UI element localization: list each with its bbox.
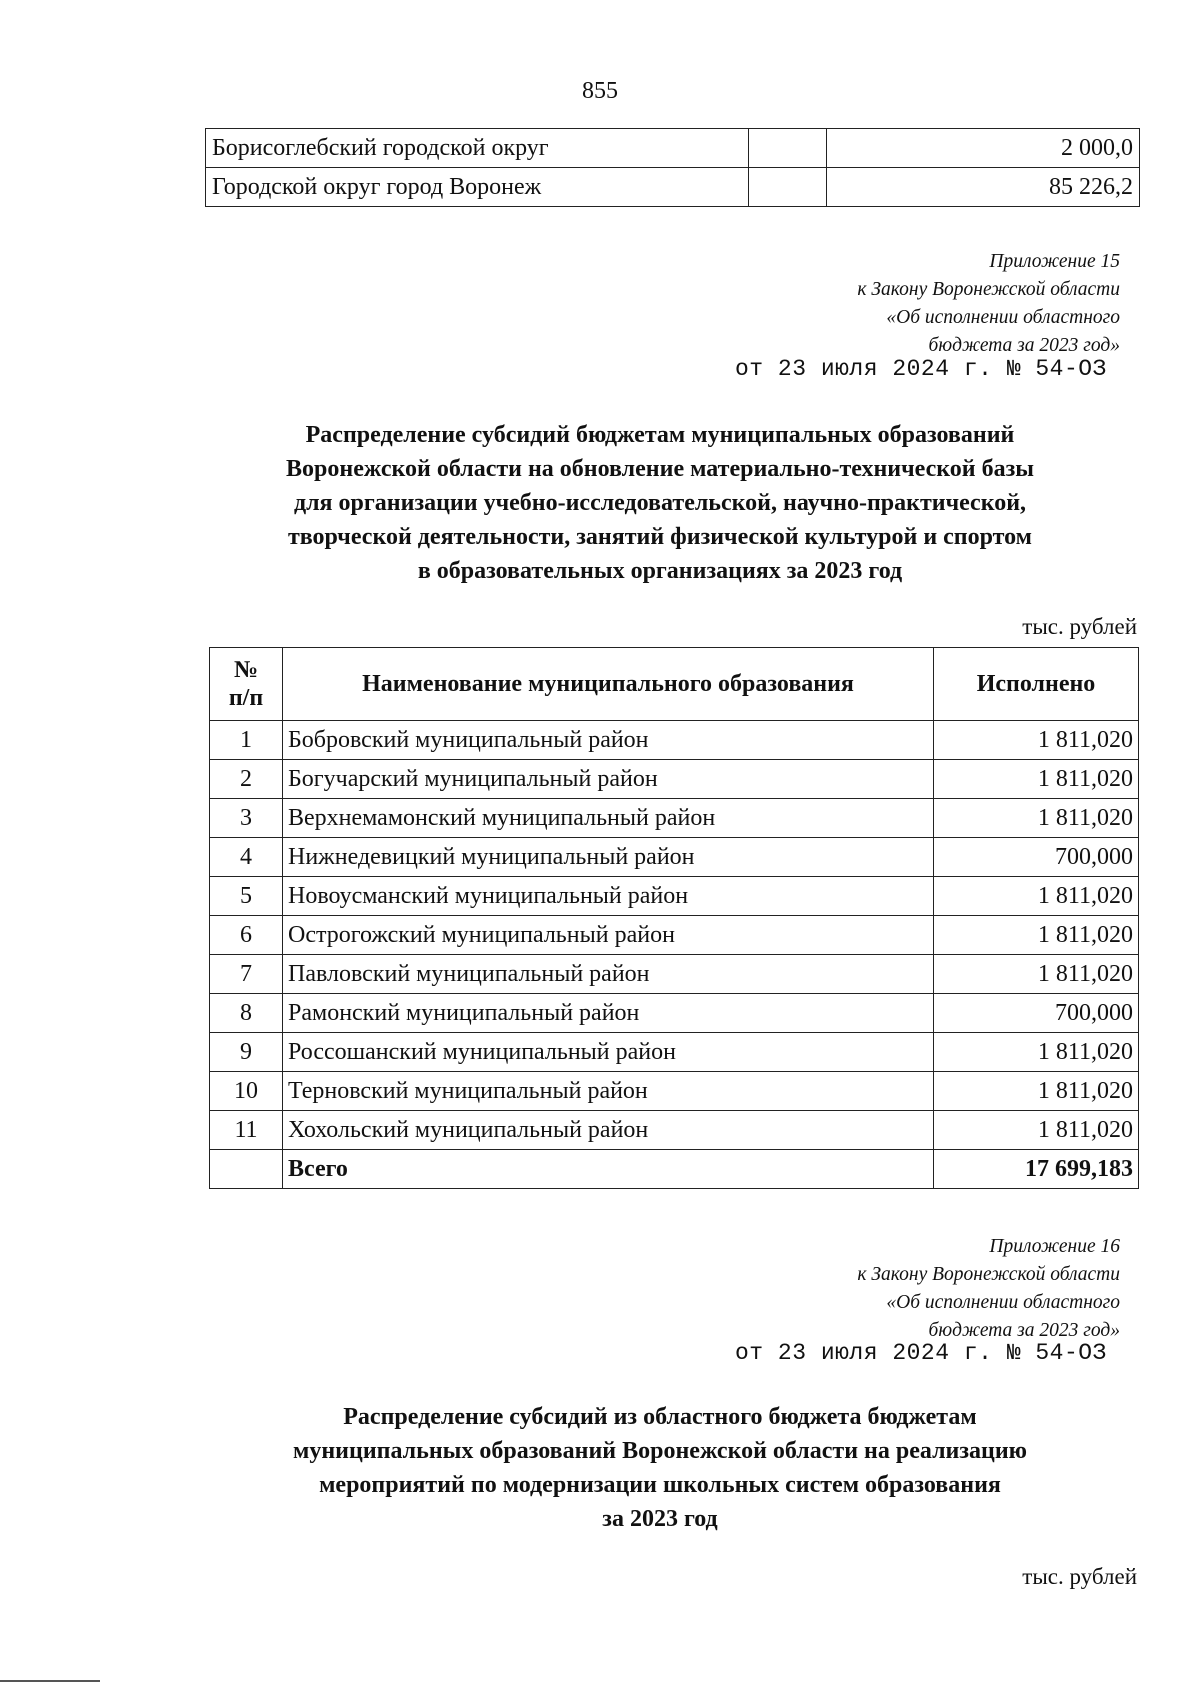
scan-edge-mark [0,1680,100,1682]
amount-value: 1 811,020 [934,1033,1139,1072]
title-line: Воронежской области на обновление материально-технической базы [286,456,1034,482]
municipality-name: Терновский муниципальный район [283,1072,934,1111]
appendix-law: к Закону Воронежской области [857,279,1120,300]
table-row [210,916,1139,955]
title-line: для организации учебно-исследовательской, научно-практической, [293,490,1027,516]
section-title [180,1400,1140,1536]
appendix-law: к Закону Воронежской области [857,1264,1120,1285]
empty-cell [749,129,827,168]
empty-cell [210,1150,283,1189]
row-number: 2 [210,760,283,799]
municipality-name: Бобровский муниципальный район [283,721,934,760]
section-title [180,418,1140,588]
amount-value: 1 811,020 [934,916,1139,955]
amount-value: 1 811,020 [934,1072,1139,1111]
appendix-law-title: бюджета за 2023 год» [928,1320,1120,1341]
appendix-date: от 23 июля 2024 г. № 54-ОЗ [735,356,1107,382]
amount-value: 2 000,0 [827,129,1140,168]
municipality-name: Нижнедевицкий муниципальный район [283,838,934,877]
amount-value: 700,000 [934,838,1139,877]
total-row [210,1150,1139,1189]
table-row [210,1033,1139,1072]
table-row [210,799,1139,838]
title-line: муниципальных образований Воронежской области на реализацию [292,1438,1028,1464]
total-value: 17 699,183 [934,1150,1139,1189]
table-row [206,168,1140,207]
amount-value: 1 811,020 [934,955,1139,994]
title-line: Распределение субсидий бюджетам муниципальных образований [305,422,1015,448]
municipality-name: Богучарский муниципальный район [283,760,934,799]
units-label: тыс. рублей [1022,1564,1137,1589]
title-line: в образовательных организациях за 2023 год [417,558,903,584]
title-line: Распределение субсидий из областного бюджета бюджетам [343,1404,977,1430]
table-row [210,955,1139,994]
municipality-name: Павловский муниципальный район [283,955,934,994]
row-number: 9 [210,1033,283,1072]
appendix-law-title: бюджета за 2023 год» [928,335,1120,356]
table-row [210,1072,1139,1111]
table-row [210,760,1139,799]
municipality-name: Городской округ город Воронеж [206,168,749,207]
row-number: 10 [210,1072,283,1111]
title-line: творческой деятельности, занятий физической культурой и спортом [287,524,1033,550]
table-row [206,129,1140,168]
municipality-name: Россошанский муниципальный район [283,1033,934,1072]
row-number: 1 [210,721,283,760]
appendix-16-header [857,1233,1120,1345]
header-name: Наименование муниципального образования [283,648,934,721]
appendix-label: Приложение 16 [989,1236,1120,1257]
units-label: тыс. рублей [1022,614,1137,639]
appendix-law-title: «Об исполнении областного [886,1292,1120,1313]
row-number: 5 [210,877,283,916]
table-row [210,1111,1139,1150]
title-line: мероприятий по модернизации школьных систем образования [319,1472,1001,1498]
appendix-law-title: «Об исполнении областного [886,307,1120,328]
empty-cell [749,168,827,207]
page-number: 855 [582,78,618,104]
appendix-15-header [857,248,1120,360]
row-number: 6 [210,916,283,955]
table-row [210,838,1139,877]
amount-value: 1 811,020 [934,721,1139,760]
continuation-table [205,128,1140,207]
amount-value: 1 811,020 [934,877,1139,916]
header-number [210,648,283,721]
table-row [210,994,1139,1033]
municipality-name: Новоусманский муниципальный район [283,877,934,916]
amount-value: 700,000 [934,994,1139,1033]
municipality-name: Верхнемамонский муниципальный район [283,799,934,838]
row-number: 4 [210,838,283,877]
title-line: за 2023 год [602,1506,718,1532]
header-number-symbol: № [233,657,259,683]
table-row [210,721,1139,760]
row-number: 11 [210,1111,283,1150]
table-row [210,877,1139,916]
amount-value: 1 811,020 [934,799,1139,838]
row-number: 8 [210,994,283,1033]
subsidy-table [209,647,1139,1189]
municipality-name: Борисоглебский городской округ [206,129,749,168]
header-number-abbr: п/п [228,685,264,711]
appendix-date: от 23 июля 2024 г. № 54-ОЗ [735,1340,1107,1366]
amount-value: 1 811,020 [934,760,1139,799]
row-number: 3 [210,799,283,838]
total-label: Всего [283,1150,934,1189]
municipality-name: Острогожский муниципальный район [283,916,934,955]
appendix-label: Приложение 15 [989,251,1120,272]
municipality-name: Рамонский муниципальный район [283,994,934,1033]
row-number: 7 [210,955,283,994]
header-value: Исполнено [934,648,1139,721]
table-header [210,648,1139,721]
amount-value: 85 226,2 [827,168,1140,207]
municipality-name: Хохольский муниципальный район [283,1111,934,1150]
amount-value: 1 811,020 [934,1111,1139,1150]
